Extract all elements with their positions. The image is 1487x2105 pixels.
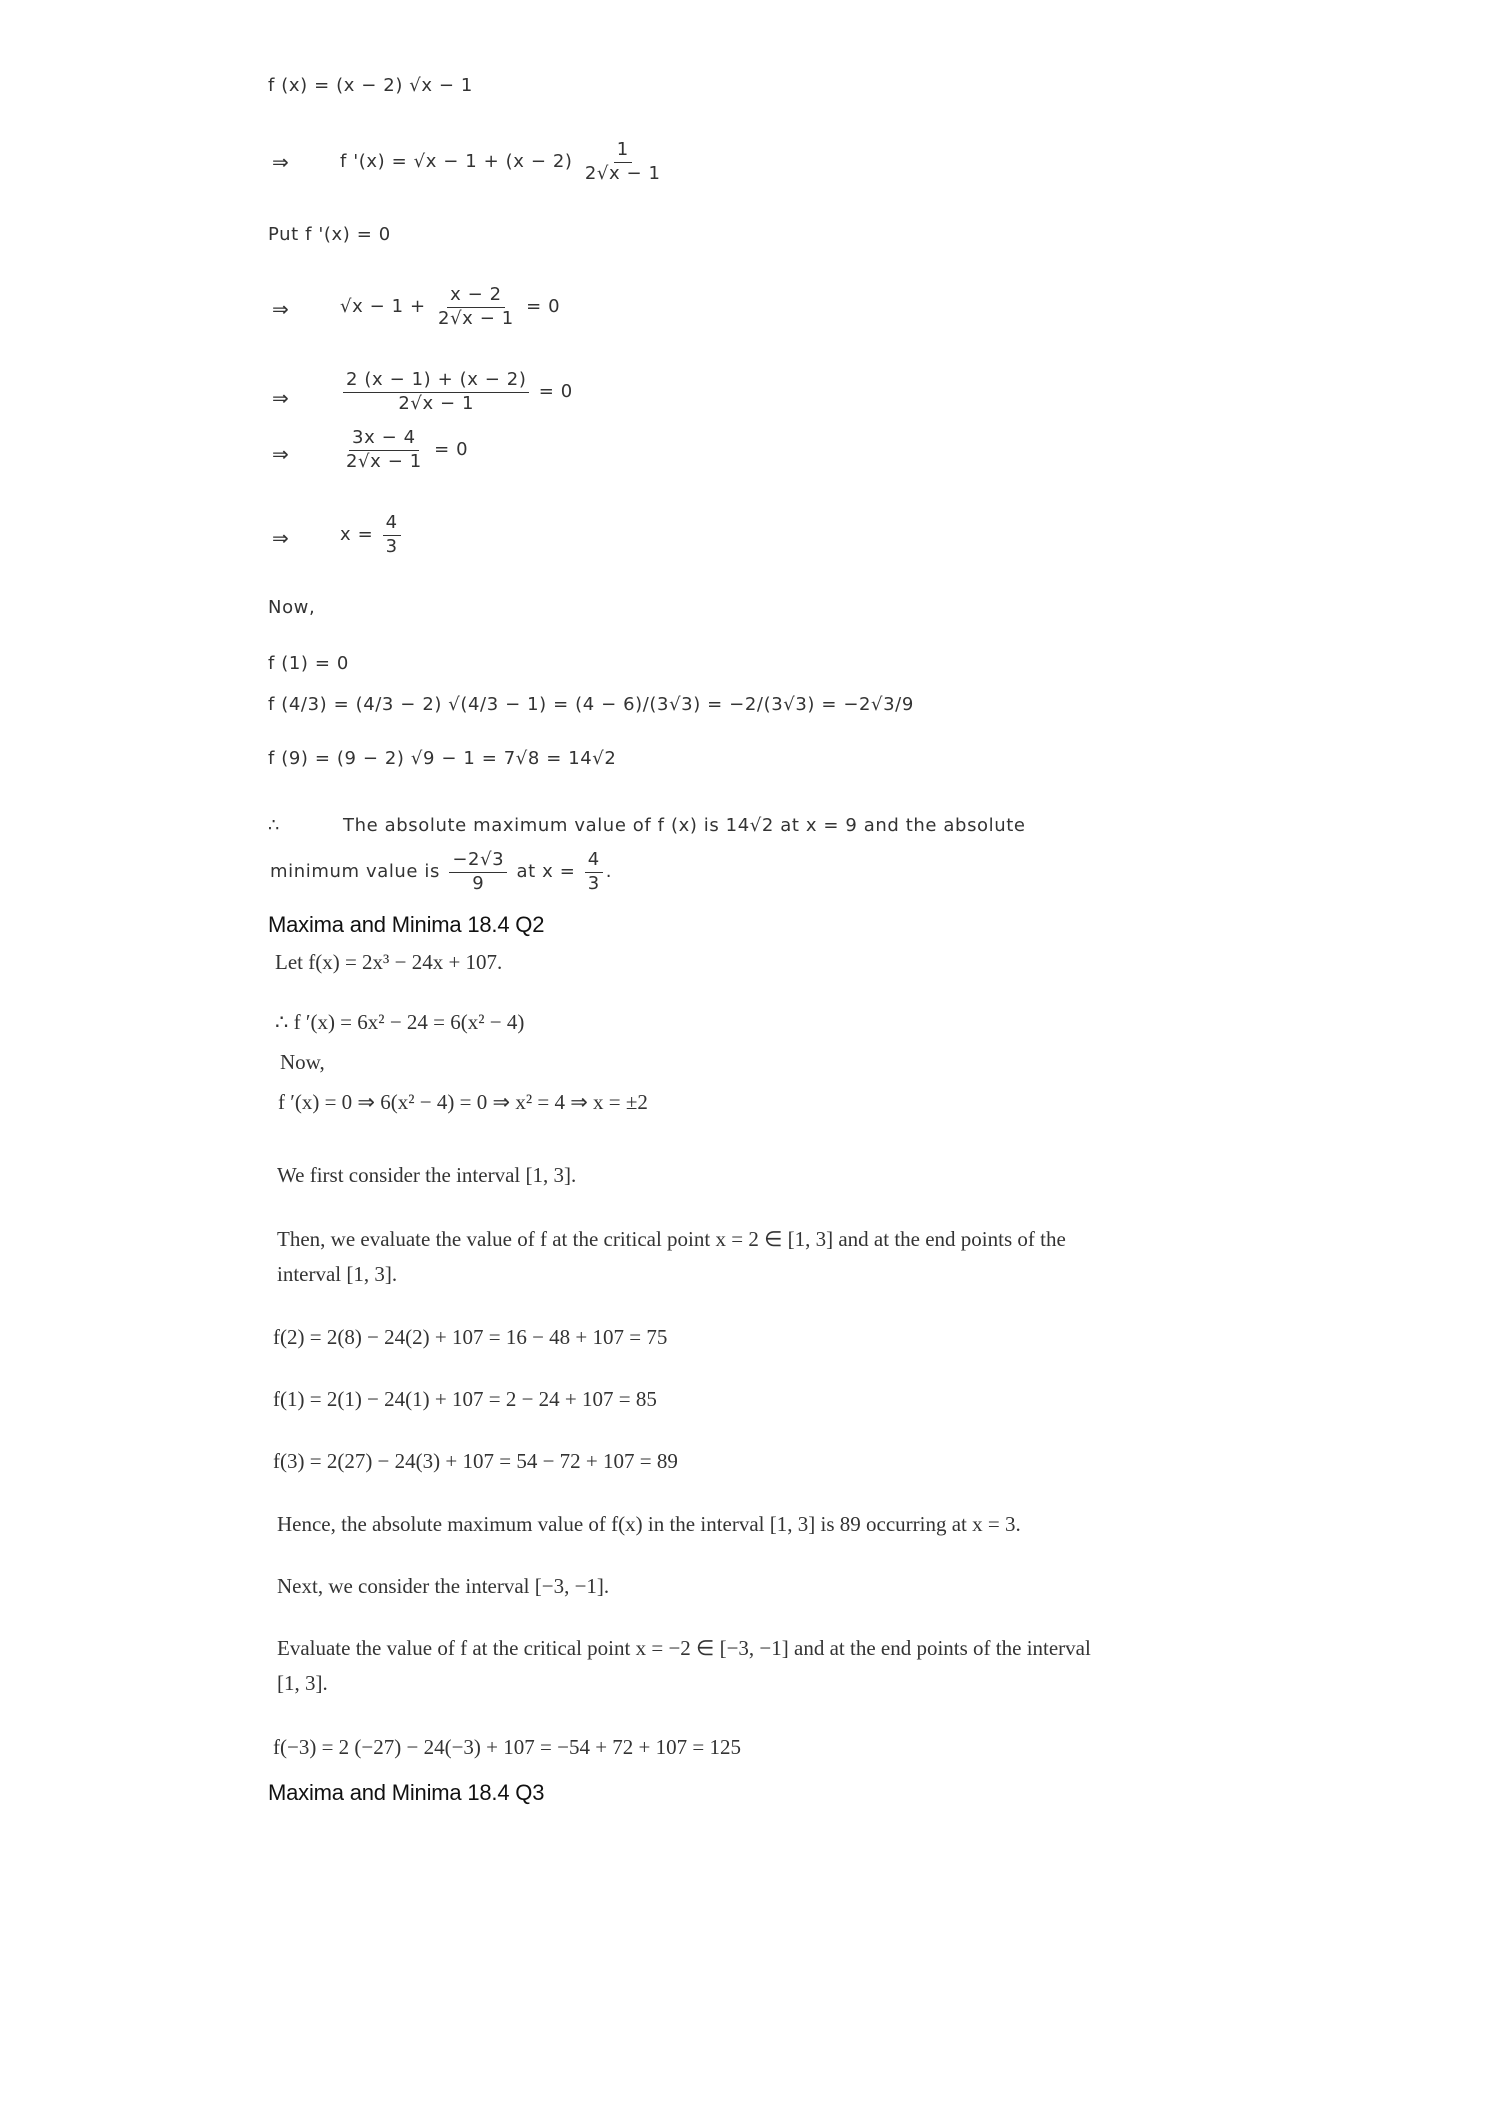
eval-f1: f(1) = 2(1) − 24(1) + 107 = 2 − 24 + 107 = 85	[273, 1387, 657, 1411]
paragraph-interval-2: Next, we consider the interval [−3, −1].	[277, 1574, 610, 1598]
paragraph-evaluate-1b: interval [1, 3].	[277, 1262, 398, 1286]
implies-symbol: ⇒	[272, 150, 289, 174]
conclusion-line-1: The absolute maximum value of f (x) is 14√2 at x = 9 and the absolute	[343, 815, 1026, 836]
paragraph-interval-1: We first consider the interval [1, 3].	[277, 1163, 577, 1187]
derivative-fraction: $\frac{1}{2√x - 1}$	[584, 139, 661, 184]
f-of-1: f (1) = 0	[268, 653, 349, 674]
implies-symbol: ⇒	[272, 297, 289, 321]
now-label-2: Now,	[280, 1050, 325, 1074]
section-heading-q3: Maxima and Minima 18.4 Q3	[268, 1780, 545, 1805]
eval-f-minus-3: f(−3) = 2 (−27) − 24(−3) + 107 = −54 + 72 + 107 = 125	[273, 1735, 741, 1759]
equation-step-4: x = $\frac{4}{3}$	[340, 513, 404, 557]
paragraph-evaluate-1a: Then, we evaluate the value of f at the critical point x = 2 ∈ [1, 3] and at the end points of the	[277, 1227, 1066, 1251]
equation-derivative	[340, 140, 667, 184]
f-of-9: f (9) = (9 − 2) √9 − 1 = 7√8 = 14√2	[268, 748, 617, 769]
equation-fx: f (x) = (x − 2) √x − 1	[268, 75, 473, 96]
critical-points: f ′(x) = 0 ⇒ 6(x² − 4) = 0 ⇒ x² = 4 ⇒ x = ±2	[278, 1090, 648, 1114]
eval-f3: f(3) = 2(27) − 24(3) + 107 = 54 − 72 + 107 = 89	[273, 1449, 678, 1473]
implies-symbol: ⇒	[272, 386, 289, 410]
therefore-symbol: ∴	[268, 815, 281, 836]
paragraph-evaluate-2b: [1, 3].	[277, 1671, 328, 1695]
implies-symbol: ⇒	[272, 526, 289, 550]
now-label: Now,	[268, 597, 316, 618]
derivative-line: ∴ f ′(x) = 6x² − 24 = 6(x² − 4)	[275, 1010, 525, 1034]
f-of-4-thirds: f (4/3) = (4/3 − 2) √(4/3 − 1) = (4 − 6)/(3√3) = −2/(3√3) = −2√3/9	[268, 694, 914, 715]
equation-step-2: $\frac{2 (x - 1) + (x - 2)}{2√x - 1}$ = 0	[340, 370, 573, 414]
eval-f2: f(2) = 2(8) − 24(2) + 107 = 16 − 48 + 107 = 75	[273, 1325, 668, 1349]
conclusion-line-2: minimum value is $\frac{-2√3}{9}$ at x = $\frac{4}{3}$ .	[270, 849, 613, 894]
equation-step-3: $\frac{3x - 4}{2√x - 1}$ = 0	[346, 427, 469, 472]
paragraph-hence: Hence, the absolute maximum value of f(x) in the interval [1, 3] is 89 occurring at x = 3.	[277, 1512, 1021, 1536]
implies-symbol: ⇒	[272, 442, 289, 466]
paragraph-evaluate-2a: Evaluate the value of f at the critical point x = −2 ∈ [−3, −1] and at the end points of the interval	[277, 1636, 1091, 1660]
put-derivative-zero: Put f '(x) = 0	[268, 224, 391, 245]
derivative-lhs: f '(x) = √x − 1 + (x − 2)	[340, 151, 573, 173]
section-heading-q2: Maxima and Minima 18.4 Q2	[268, 912, 545, 937]
equation-step-1: √x − 1 + $\frac{x - 2}{2√x - 1}$ = 0	[340, 284, 561, 329]
let-function: Let f(x) = 2x³ − 24x + 107.	[275, 950, 503, 974]
